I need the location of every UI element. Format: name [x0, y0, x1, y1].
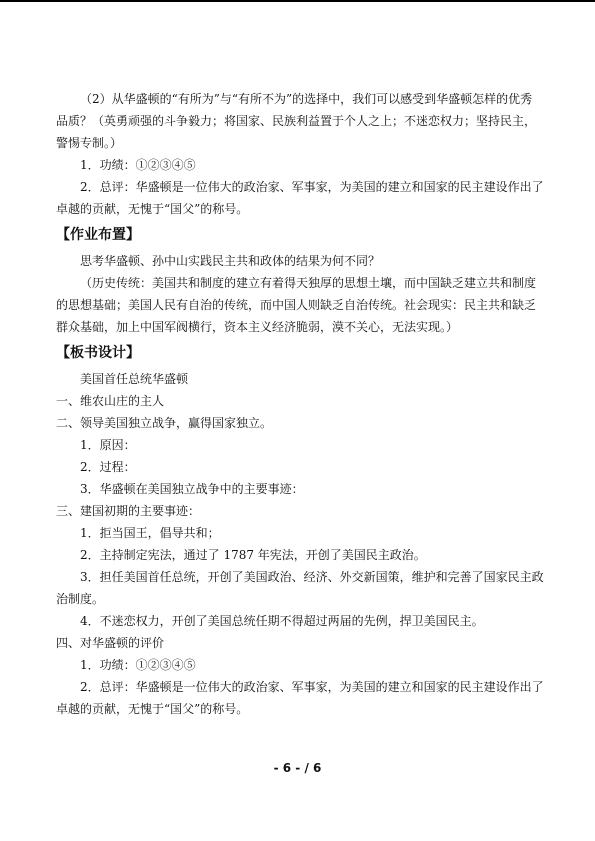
homework-heading: 【作业布置】 — [56, 227, 140, 243]
board-title: 美国首任总统华盛顿 — [80, 372, 189, 386]
board-heading: 【板书设计】 — [56, 345, 140, 361]
board-section-4: 四、对华盛顿的评价 — [56, 636, 165, 650]
board-s2-item: 1．原因： — [80, 438, 136, 452]
board-s4-item: 2．总评：华盛顿是一位伟大的政治家、军事家，为美国的建立和国家的民主建设作出了卓越的贡献，无愧于“国父”的称号。 — [56, 680, 544, 716]
board-s2-item: 2．过程： — [80, 460, 136, 474]
board-section-2: 二、领导美国独立战争，赢得国家独立。 — [56, 416, 273, 430]
board-s3-item: 2．主持制定宪法，通过了 1787 年宪法，开创了美国民主政治。 — [80, 548, 426, 562]
board-section-1: 一、维农山庄的主人 — [56, 394, 165, 408]
board-s3-item: 3．担任美国首任总统，开创了美国政治、经济、外交新国策，维护和完善了国家民主政治制度。 — [56, 570, 544, 606]
board-s2-item: 3．华盛顿在美国独立战争中的主要事迹： — [80, 482, 304, 496]
q2-summary: 2．总评：华盛顿是一位伟大的政治家、军事家，为美国的建立和国家的民主建设作出了卓越的贡献，无愧于“国父”的称号。 — [56, 180, 544, 216]
homework-question: 思考华盛顿、孙中山实践民主共和政体的结果为何不同？ — [80, 254, 381, 268]
q2-question: （2）从华盛顿的“有所为”与“有所不为”的选择中，我们可以感受到华盛顿怎样的优秀品质？（英勇顽强的斗争毅力；将国家、民族利益置于个人之上；不迷恋权力；坚持民主，警惕专制。） — [56, 92, 537, 150]
board-s3-item: 1．拒当国王，倡导共和； — [80, 526, 220, 540]
page-number: - 6 - / 6 — [273, 761, 322, 775]
homework-answer: （历史传统：美国共和制度的建立有着得天独厚的思想土壤，而中国缺乏建立共和制度的思想基础；美国人民有自治的传统，而中国人则缺乏自治传统。社会现实：民主共和缺乏群众基础，加上中国军阀横行，资本主义经济脆弱，漠不关心，无法实现。） — [56, 276, 537, 334]
board-s3-item: 4．不迷恋权力，开创了美国总统任期不得超过两届的先例，捍卫美国民主。 — [80, 614, 484, 628]
q2-merits: 1．功绩：①②③④⑤ — [80, 158, 196, 172]
header-rule — [0, 0, 595, 2]
board-section-3: 三、建国初期的主要事迹： — [56, 504, 201, 518]
document-body — [56, 88, 544, 720]
board-s4-item: 1．功绩：①②③④⑤ — [80, 658, 196, 672]
